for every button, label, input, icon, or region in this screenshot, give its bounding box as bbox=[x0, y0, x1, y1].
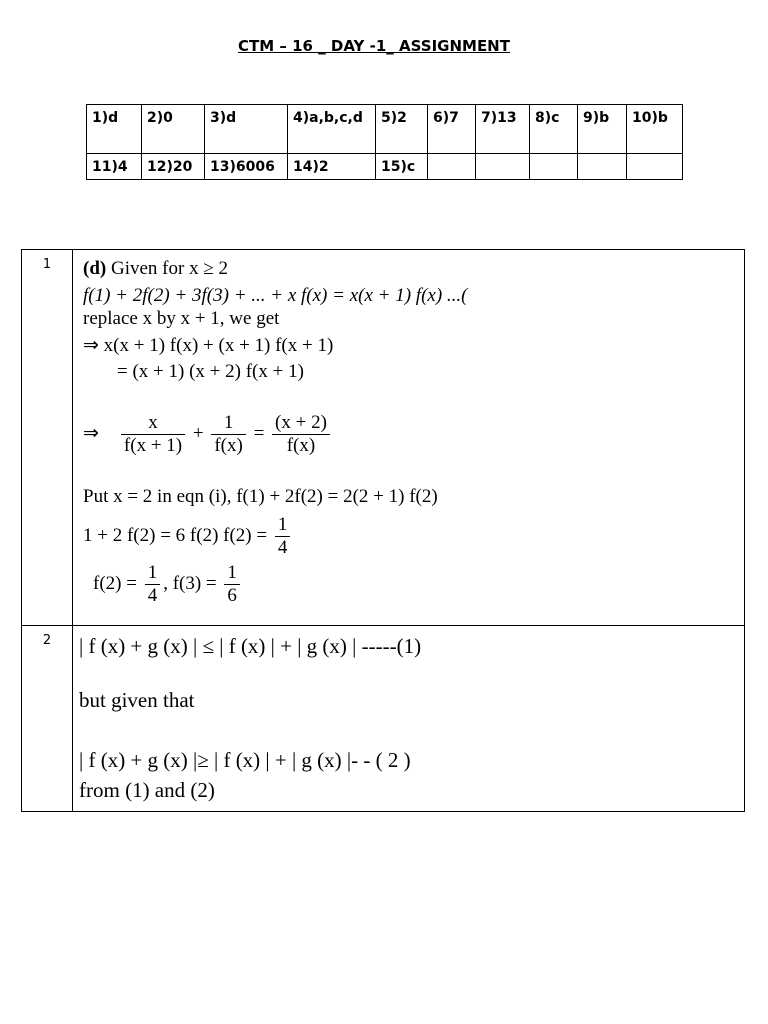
solution-line: f(1) + 2f(2) + 3f(3) + ... + x f(x) = x(x + 1) f(x) ...( bbox=[83, 285, 468, 306]
answer-choice: (d) bbox=[83, 258, 107, 279]
answer-cell: 1)d bbox=[87, 105, 142, 154]
answer-cell bbox=[476, 154, 530, 180]
solution-equation: f(2) = $\frac{1}{4}$ , f(3) = $\frac{1}{6}$ bbox=[93, 562, 243, 607]
fraction: $\frac{1}{6}$ bbox=[224, 562, 240, 607]
solution-number: 1 bbox=[22, 250, 73, 626]
answer-cell bbox=[428, 154, 476, 180]
answer-cell bbox=[530, 154, 578, 180]
answer-cell: 2)0 bbox=[142, 105, 205, 154]
answer-cell: 14)2 bbox=[288, 154, 376, 180]
fraction: $\frac{(x + 2)}{f(x)}$ bbox=[272, 412, 330, 457]
solution-line: = (x + 1) (x + 2) f(x + 1) bbox=[117, 361, 304, 382]
solution-line: (d) Given for x ≥ 2 bbox=[83, 258, 228, 279]
answer-cell: 5)2 bbox=[376, 105, 428, 154]
solution-line: but given that bbox=[79, 688, 195, 712]
answer-cell: 15)c bbox=[376, 154, 428, 180]
solution-row bbox=[22, 626, 745, 812]
solution-equation: 1 + 2 f(2) = 6 f(2) f(2) = $\frac{1}{4}$ bbox=[83, 514, 293, 559]
answer-cell: 10)b bbox=[627, 105, 683, 154]
answer-cell: 9)b bbox=[578, 105, 627, 154]
answer-cell: 3)d bbox=[205, 105, 288, 154]
solution-line: | f (x) + g (x) | ≤ | f (x) | + | g (x) | -----(1) bbox=[79, 634, 422, 658]
solution-row bbox=[22, 250, 745, 626]
solution-line: Put x = 2 in eqn (i), f(1) + 2f(2) = 2(2 + 1) f(2) bbox=[83, 486, 438, 507]
solution-line: replace x by x + 1, we get bbox=[83, 308, 280, 329]
solution-line: from (1) and (2) bbox=[79, 778, 215, 802]
answer-cell bbox=[578, 154, 627, 180]
answer-cell: 13)6006 bbox=[205, 154, 288, 180]
solution-line: | f (x) + g (x) |≥ | f (x) | + | g (x) |- - ( 2 ) bbox=[79, 748, 411, 772]
answer-cell: 7)13 bbox=[476, 105, 530, 154]
fraction: $\frac{1}{f(x)}$ bbox=[211, 412, 245, 457]
fraction: $\frac{x}{f(x + 1)}$ bbox=[121, 412, 185, 457]
fraction: $\frac{1}{4}$ bbox=[145, 562, 161, 607]
answer-cell: 4)a,b,c,d bbox=[288, 105, 376, 154]
answer-key-table bbox=[86, 104, 683, 180]
answer-key-row bbox=[87, 154, 683, 180]
solution-content bbox=[73, 250, 745, 626]
answer-cell: 8)c bbox=[530, 105, 578, 154]
page-title: CTM – 16 _ DAY -1_ ASSIGNMENT bbox=[238, 37, 510, 55]
solution-line: ⇒ x(x + 1) f(x) + (x + 1) f(x + 1) bbox=[83, 335, 334, 356]
answer-cell: 11)4 bbox=[87, 154, 142, 180]
fraction: $\frac{1}{4}$ bbox=[275, 514, 291, 559]
answer-key-row bbox=[87, 105, 683, 154]
solution-content bbox=[73, 626, 745, 812]
answer-cell: 6)7 bbox=[428, 105, 476, 154]
solution-number: 2 bbox=[22, 626, 73, 812]
solution-equation: ⇒ $\frac{x}{f(x + 1)}$ + $\frac{1}{f(x)}$ = $\frac{(x + 2)}{f(x)}$ bbox=[83, 412, 333, 457]
answer-cell: 12)20 bbox=[142, 154, 205, 180]
solutions-table bbox=[21, 249, 745, 812]
answer-cell bbox=[627, 154, 683, 180]
